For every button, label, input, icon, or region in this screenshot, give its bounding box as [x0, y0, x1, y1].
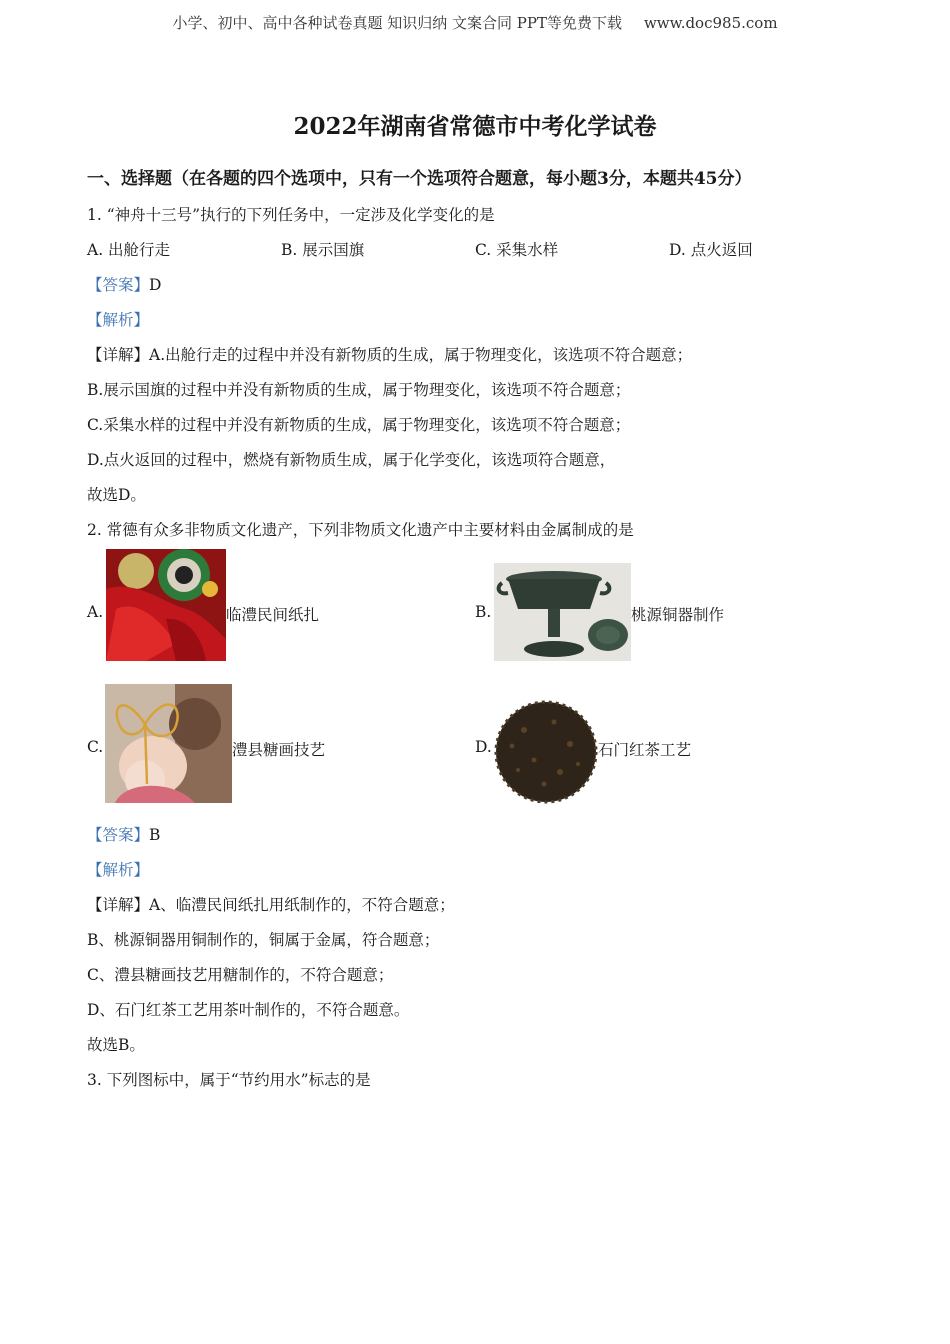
- answer-tag: 【答案】: [87, 826, 150, 844]
- header-text: 小学、初中、高中各种试卷真题 知识归纳 文案合同 PPT等免费下载: [172, 14, 622, 32]
- q2-stem: 2. 常德有众多非物质文化遗产，下列非物质文化遗产中主要材料由金属制成的是: [87, 521, 634, 539]
- q2-option-c-label: 澧县糖画技艺: [232, 741, 326, 759]
- paper-craft-image: [106, 549, 226, 661]
- q1-detail-line: [87, 343, 692, 365]
- detail-tag: 【详解】: [87, 896, 150, 914]
- q1-option-d: D. 点火返回: [669, 241, 753, 259]
- answer-tag: 【答案】: [87, 276, 150, 294]
- detail-tag: 【详解】: [87, 346, 150, 364]
- q2-option-a-letter: A.: [87, 603, 104, 621]
- q2-conclusion: 故选B。: [87, 1036, 145, 1054]
- q2-option-b-label: 桃源铜器制作: [631, 606, 725, 624]
- q3-stem: 3. 下列图标中，属于“节约用水”标志的是: [87, 1071, 371, 1089]
- answer-value: B: [149, 826, 161, 844]
- detail-text: A、临澧民间纸扎用纸制作的，不符合题意；: [149, 896, 455, 914]
- page-header: [0, 12, 950, 33]
- q2-analysis-tag: 【解析】: [87, 861, 150, 879]
- q2-option-d-letter: D.: [475, 738, 492, 756]
- q1-analysis-tag: 【解析】: [87, 311, 150, 329]
- q1-option-a: A. 出舱行走: [87, 241, 171, 259]
- sugar-painting-image: [105, 684, 232, 803]
- detail-text: A.出舱行走的过程中并没有新物质的生成，属于物理变化，该选项不符合题意；: [149, 346, 693, 364]
- bronze-ware-image: [494, 563, 631, 661]
- q1-detail-line: C.采集水样的过程中并没有新物质的生成，属于物理变化，该选项不符合题意；: [87, 416, 631, 434]
- q2-detail-line: B、桃源铜器用铜制作的，铜属于金属，符合题意；: [87, 931, 440, 949]
- q2-option-c-letter: C.: [87, 738, 104, 756]
- q2-detail-line: D、石门红茶工艺用茶叶制作的，不符合题意。: [87, 1001, 410, 1019]
- q1-option-c: C. 采集水样: [475, 241, 559, 259]
- q1-answer: [87, 273, 161, 295]
- q2-option-b-letter: B.: [475, 603, 492, 621]
- q2-answer: [87, 823, 160, 845]
- q1-conclusion: 故选D。: [87, 486, 146, 504]
- section-heading: 一、选择题（在各题的四个选项中，只有一个选项符合题意，每小题3分，本题共45分）: [87, 169, 752, 189]
- q1-detail-line: B.展示国旗的过程中并没有新物质的生成，属于物理变化，该选项不符合题意；: [87, 381, 631, 399]
- q2-option-d-label: 石门红茶工艺: [598, 741, 692, 759]
- page-title: 2022年湖南省常德市中考化学试卷: [293, 113, 657, 140]
- header-site: www.doc985.com: [643, 14, 778, 32]
- q1-option-b: B. 展示国旗: [281, 241, 365, 259]
- q2-detail-line: [87, 893, 455, 915]
- q1-stem: 1. “神舟十三号”执行的下列任务中，一定涉及化学变化的是: [87, 206, 495, 224]
- q2-option-a-label: 临澧民间纸扎: [226, 606, 320, 624]
- q2-detail-line: C、澧县糖画技艺用糖制作的，不符合题意；: [87, 966, 394, 984]
- answer-value: D: [149, 276, 162, 294]
- q1-detail-line: D.点火返回的过程中，燃烧有新物质生成，属于化学变化，该选项符合题意，: [87, 451, 616, 469]
- black-tea-image: [494, 700, 598, 804]
